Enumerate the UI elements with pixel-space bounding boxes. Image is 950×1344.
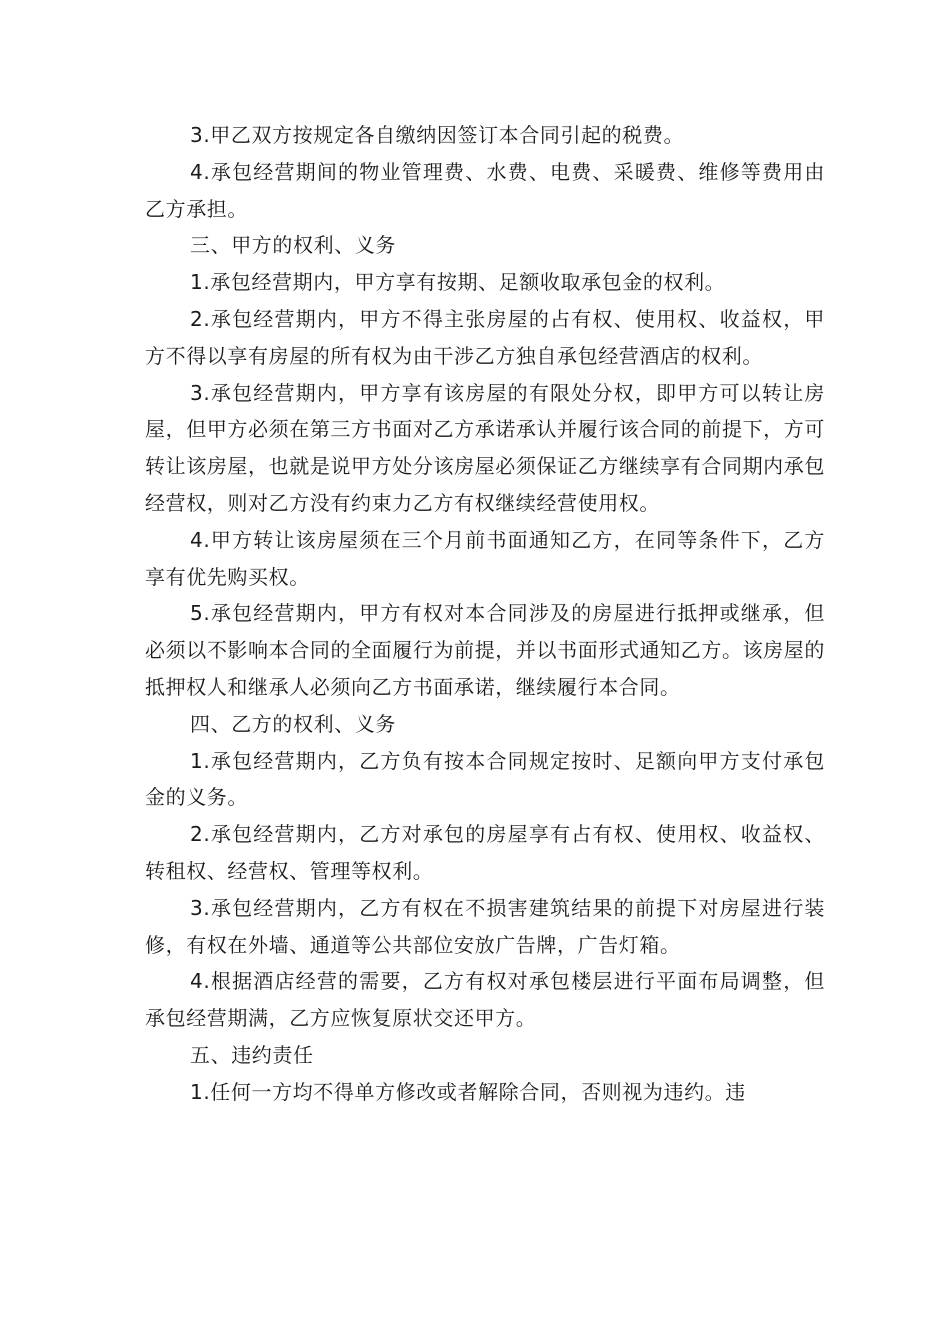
section-heading-party-a: 三、甲方的权利、义务 xyxy=(190,233,396,258)
liability-clause-1: 1.任何一方均不得单方修改或者解除合同，否则视为违约。违 xyxy=(190,1079,746,1104)
section-heading-liability: 五、违约责任 xyxy=(190,1042,314,1067)
document-page xyxy=(145,117,825,1111)
party-a-clause-4: 4.甲方转让该房屋须在三个月前书面通知乙方，在同等条件下，乙方享有优先购买权。 xyxy=(145,527,825,589)
party-a-clause-2: 2.承包经营期内，甲方不得主张房屋的占有权、使用权、收益权，甲方不得以享有房屋的所有权为由干涉乙方独自承包经营酒店的权利。 xyxy=(145,306,825,368)
party-b-clause-4: 4.根据酒店经营的需要，乙方有权对承包楼层进行平面布局调整，但承包经营期满，乙方应恢复原状交还甲方。 xyxy=(145,969,825,1031)
party-a-clause-3: 3.承包经营期内，甲方享有该房屋的有限处分权，即甲方可以转让房屋，但甲方必须在第三方书面对乙方承诺承认并履行该合同的前提下，方可转让该房屋，也就是说甲方处分该房屋必须保证乙方继续享有合同期内承包经营权，则对乙方没有约束力乙方有权继续经营使用权。 xyxy=(145,380,825,515)
party-a-clause-5: 5.承包经营期内，甲方有权对本合同涉及的房屋进行抵押或继承，但必须以不影响本合同的全面履行为前提，并以书面形式通知乙方。该房屋的抵押权人和继承人必须向乙方书面承诺，继续履行本合同。 xyxy=(145,601,825,699)
party-a-clause-1: 1.承包经营期内，甲方享有按期、足额收取承包金的权利。 xyxy=(190,270,726,295)
party-b-clause-1: 1.承包经营期内，乙方负有按本合同规定按时、足额向甲方支付承包金的义务。 xyxy=(145,748,825,810)
clause-3-taxes: 3.甲乙双方按规定各自缴纳因签订本合同引起的税费。 xyxy=(190,123,685,147)
clause-4-fees: 4.承包经营期间的物业管理费、水费、电费、采暖费、维修等费用由乙方承担。 xyxy=(145,159,825,221)
party-b-clause-3: 3.承包经营期内，乙方有权在不损害建筑结果的前提下对房屋进行装修，有权在外墙、通道等公共部位安放广告牌，广告灯箱。 xyxy=(145,895,825,957)
party-b-clause-2: 2.承包经营期内，乙方对承包的房屋享有占有权、使用权、收益权、转租权、经营权、管理等权利。 xyxy=(145,822,825,883)
section-heading-party-b: 四、乙方的权利、义务 xyxy=(190,711,396,736)
